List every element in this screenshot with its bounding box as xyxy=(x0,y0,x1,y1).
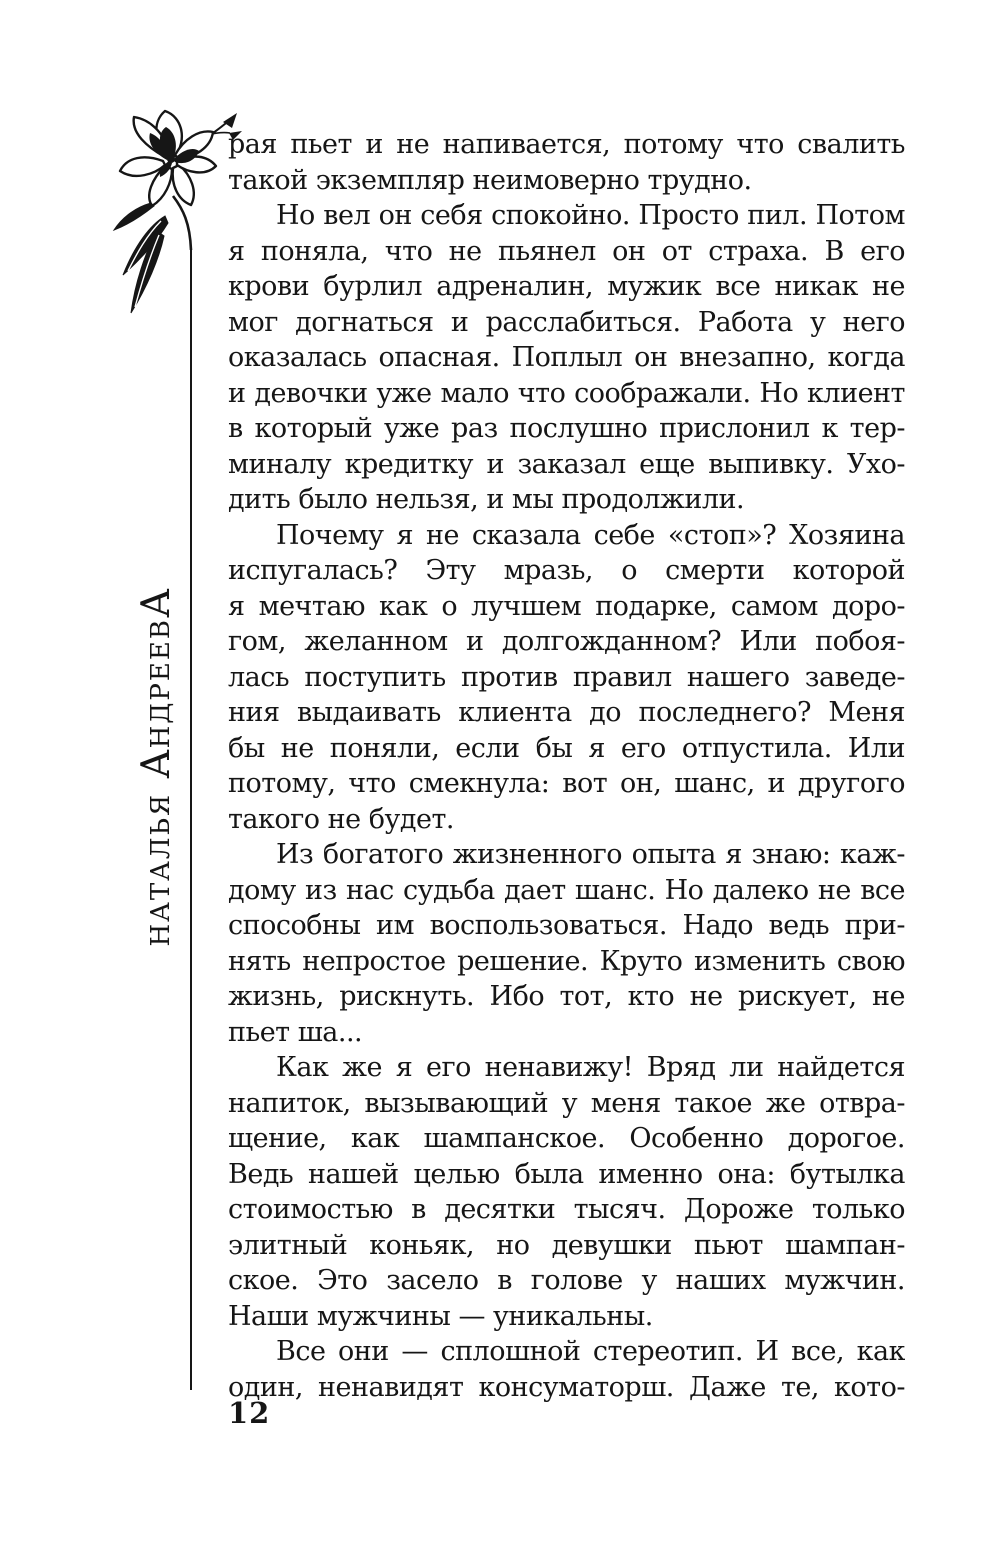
text-line: такого не будет. xyxy=(228,803,454,835)
text-line: оказалась опасная. Поплыл он внезапно, когда xyxy=(228,342,905,373)
text-line: дить было нельзя, и мы продолжили. xyxy=(228,484,745,515)
text-line: в который уже раз послушно прислонил к тер- xyxy=(228,413,905,444)
paragraph xyxy=(228,127,905,198)
text-line: Как же я его ненавижу! Вряд ли найдется xyxy=(276,1052,905,1083)
text-line: рая пьет и не напивается, потому что свалить xyxy=(228,129,905,160)
text-line: мог догнаться и расслабиться. Работа у него xyxy=(228,306,905,338)
margin-rule xyxy=(190,248,192,1390)
text-line: Все они — сплошной стереотип. И все, как xyxy=(276,1336,905,1367)
text-line: лась поступить против правил нашего заведе- xyxy=(228,661,905,693)
text-line: я мечтаю как о лучшем подарке, самом доро- xyxy=(228,590,905,622)
body-text xyxy=(228,127,905,1405)
text-line: Ведь нашей целью была именно она: бутылка xyxy=(228,1158,905,1190)
text-line: бы не поняли, если бы я его отпустила. Или xyxy=(228,732,905,764)
text-line: крови бурлил адреналин, мужик все никак не xyxy=(228,271,905,302)
text-line: элитный коньяк, но девушки пьют шампан- xyxy=(228,1229,905,1261)
text-line: один, ненавидят консуматорш. Даже те, кото- xyxy=(228,1371,905,1403)
paragraph xyxy=(228,837,905,1050)
flower-ornament xyxy=(95,103,247,353)
author-first-name: НАТАЛЬЯ xyxy=(146,792,176,947)
text-line: пьет ша... xyxy=(228,1016,363,1048)
author-last-name-initial: А xyxy=(134,748,179,779)
text-line: ское. Это засело в голове у наших мужчин. xyxy=(228,1265,905,1296)
text-line: Из богатого жизненного опыта я знаю: каж- xyxy=(276,839,905,870)
text-line: щение, как шампанское. Особенно дорогое. xyxy=(228,1123,905,1154)
text-line: Наши мужчины — уникальны. xyxy=(228,1300,653,1332)
text-line: я поняла, что не пьянел он от страха. В его xyxy=(228,235,905,267)
text-line: напиток, вызывающий у меня такое же отвра- xyxy=(228,1087,905,1119)
page-number: 12 xyxy=(228,1396,271,1430)
text-line: нять непростое решение. Круто изменить свою xyxy=(228,945,905,977)
text-line: дому из нас судьба дает шанс. Но далеко не все xyxy=(228,874,905,906)
text-line: такой экземпляр неимоверно трудно. xyxy=(228,164,752,196)
text-line: Почему я не сказала себе «стоп»? Хозяина xyxy=(276,519,905,551)
text-line: и девочки уже мало что соображали. Но клиент xyxy=(228,377,905,409)
paragraph xyxy=(228,198,905,518)
text-line: стоимостью в десятки тысяч. Дороже только xyxy=(228,1194,905,1225)
text-line: Но вел он себя спокойно. Просто пил. Потом xyxy=(276,200,905,231)
text-line: гом, желанном и долгожданном? Или побоя- xyxy=(228,626,905,657)
author-last-name-middle: НДРЕЕВ xyxy=(146,618,176,749)
text-line: миналу кредитку и заказал еще выпивку. Ухо- xyxy=(228,448,905,480)
author-last-name-final: А xyxy=(134,587,179,618)
author-name-vertical xyxy=(134,557,190,977)
paragraph xyxy=(228,1050,905,1334)
text-line: ния выдаивать клиента до последнего? Меня xyxy=(228,697,905,728)
paragraph xyxy=(228,518,905,838)
text-line: испугалась? Эту мразь, о смерти которой xyxy=(228,555,905,586)
paragraph xyxy=(228,1334,905,1405)
text-line: жизнь, рискнуть. Ибо тот, кто не рискует, не xyxy=(228,981,905,1012)
text-line: способны им воспользоваться. Надо ведь при- xyxy=(228,910,905,941)
text-line: потому, что смекнула: вот он, шанс, и другого xyxy=(228,768,905,799)
